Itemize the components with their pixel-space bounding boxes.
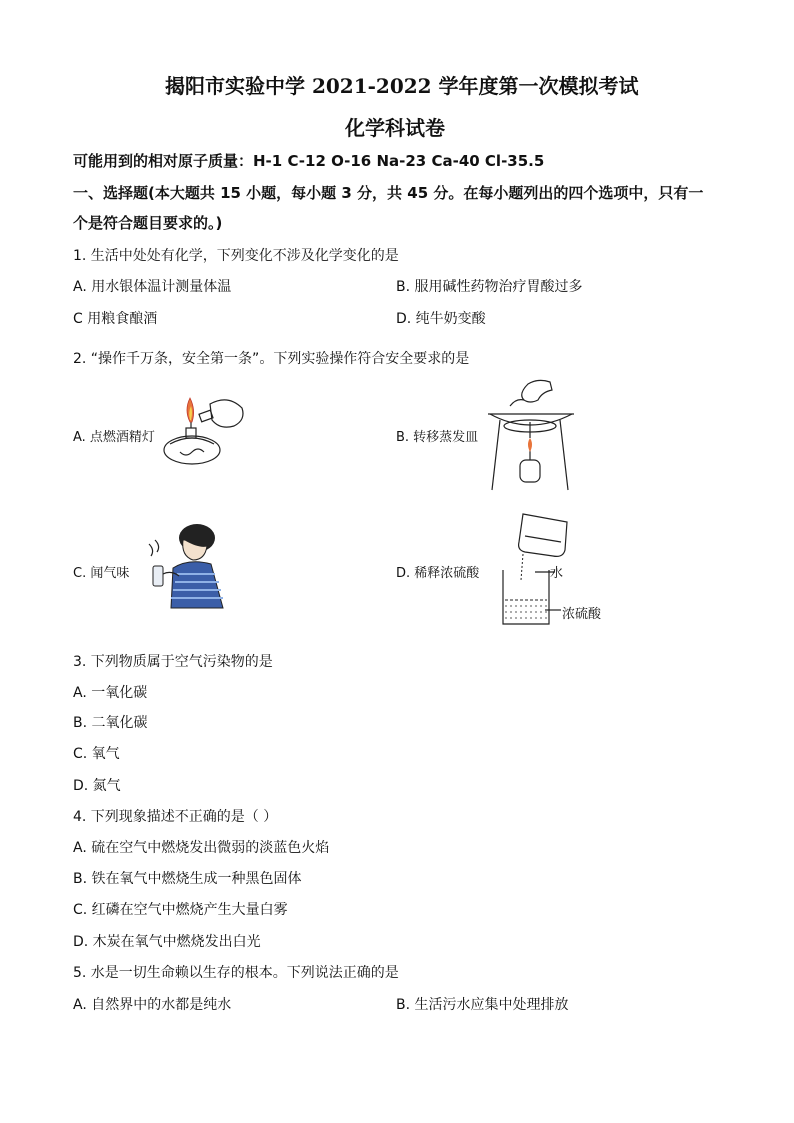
q1-stem: 1. 生活中处处有化学，下列变化不涉及化学变化的是	[73, 248, 399, 264]
q2-stem: 2. “操作千万条，安全第一条”。下列实验操作符合安全要求的是	[73, 351, 470, 367]
q3-option-b: B. 二氧化碳	[73, 715, 148, 731]
q3-stem: 3. 下列物质属于空气污染物的是	[73, 654, 273, 670]
q3-option-d: D. 氮气	[73, 778, 121, 794]
q5-option-b: B. 生活污水应集中处理排放	[396, 997, 569, 1013]
q5-stem: 5. 水是一切生命赖以生存的根本。下列说法正确的是	[73, 965, 399, 981]
q1-option-a: A. 用水银体温计测量体温	[73, 279, 232, 295]
evaporating-dish-illustration	[480, 378, 580, 494]
q1-option-b: B. 服用碱性药物治疗胃酸过多	[396, 279, 583, 295]
q4-option-b: B. 铁在氧气中燃烧生成一种黑色固体	[73, 871, 302, 887]
q3-option-c: C. 氧气	[73, 746, 120, 762]
q4-option-c: C. 红磷在空气中燃烧产生大量白雾	[73, 902, 288, 918]
atomic-masses: 可能用到的相对原子质量：H-1 C-12 O-16 Na-23 Ca-40 Cl-35.5	[73, 152, 545, 170]
q4-stem: 4. 下列现象描述不正确的是（ ）	[73, 809, 278, 825]
q1-option-d: D. 纯牛奶变酸	[396, 311, 486, 327]
alcohol-lamp-illustration	[150, 392, 250, 472]
exam-title: 揭阳市实验中学 2021-2022 学年度第一次模拟考试	[165, 74, 639, 98]
q2-option-c: C. 闻气味	[73, 566, 130, 581]
q2-option-a: A. 点燃酒精灯	[73, 430, 155, 445]
smelling-gas-illustration	[145, 520, 235, 610]
q4-option-a: A. 硫在空气中燃烧发出微弱的淡蓝色火焰	[73, 840, 330, 856]
q5-option-a: A. 自然界中的水都是纯水	[73, 997, 232, 1013]
q4-option-d: D. 木炭在氧气中燃烧发出白光	[73, 934, 261, 950]
section-instructions-line1: 一、选择题(本大题共 15 小题，每小题 3 分，共 45 分。在每小题列出的四个选项中，只有一	[73, 184, 704, 202]
q3-option-a: A. 一氧化碳	[73, 685, 148, 701]
q2-option-d: D. 稀释浓硫酸	[396, 566, 480, 581]
q1-option-c: C 用粮食酿酒	[73, 311, 158, 327]
water-label: 水	[550, 566, 564, 581]
acid-label: 浓硫酸	[562, 607, 602, 622]
q2-option-b: B. 转移蒸发皿	[396, 430, 479, 445]
section-instructions-line2: 个是符合题目要求的。)	[73, 214, 223, 232]
exam-subtitle: 化学科试卷	[345, 116, 445, 140]
